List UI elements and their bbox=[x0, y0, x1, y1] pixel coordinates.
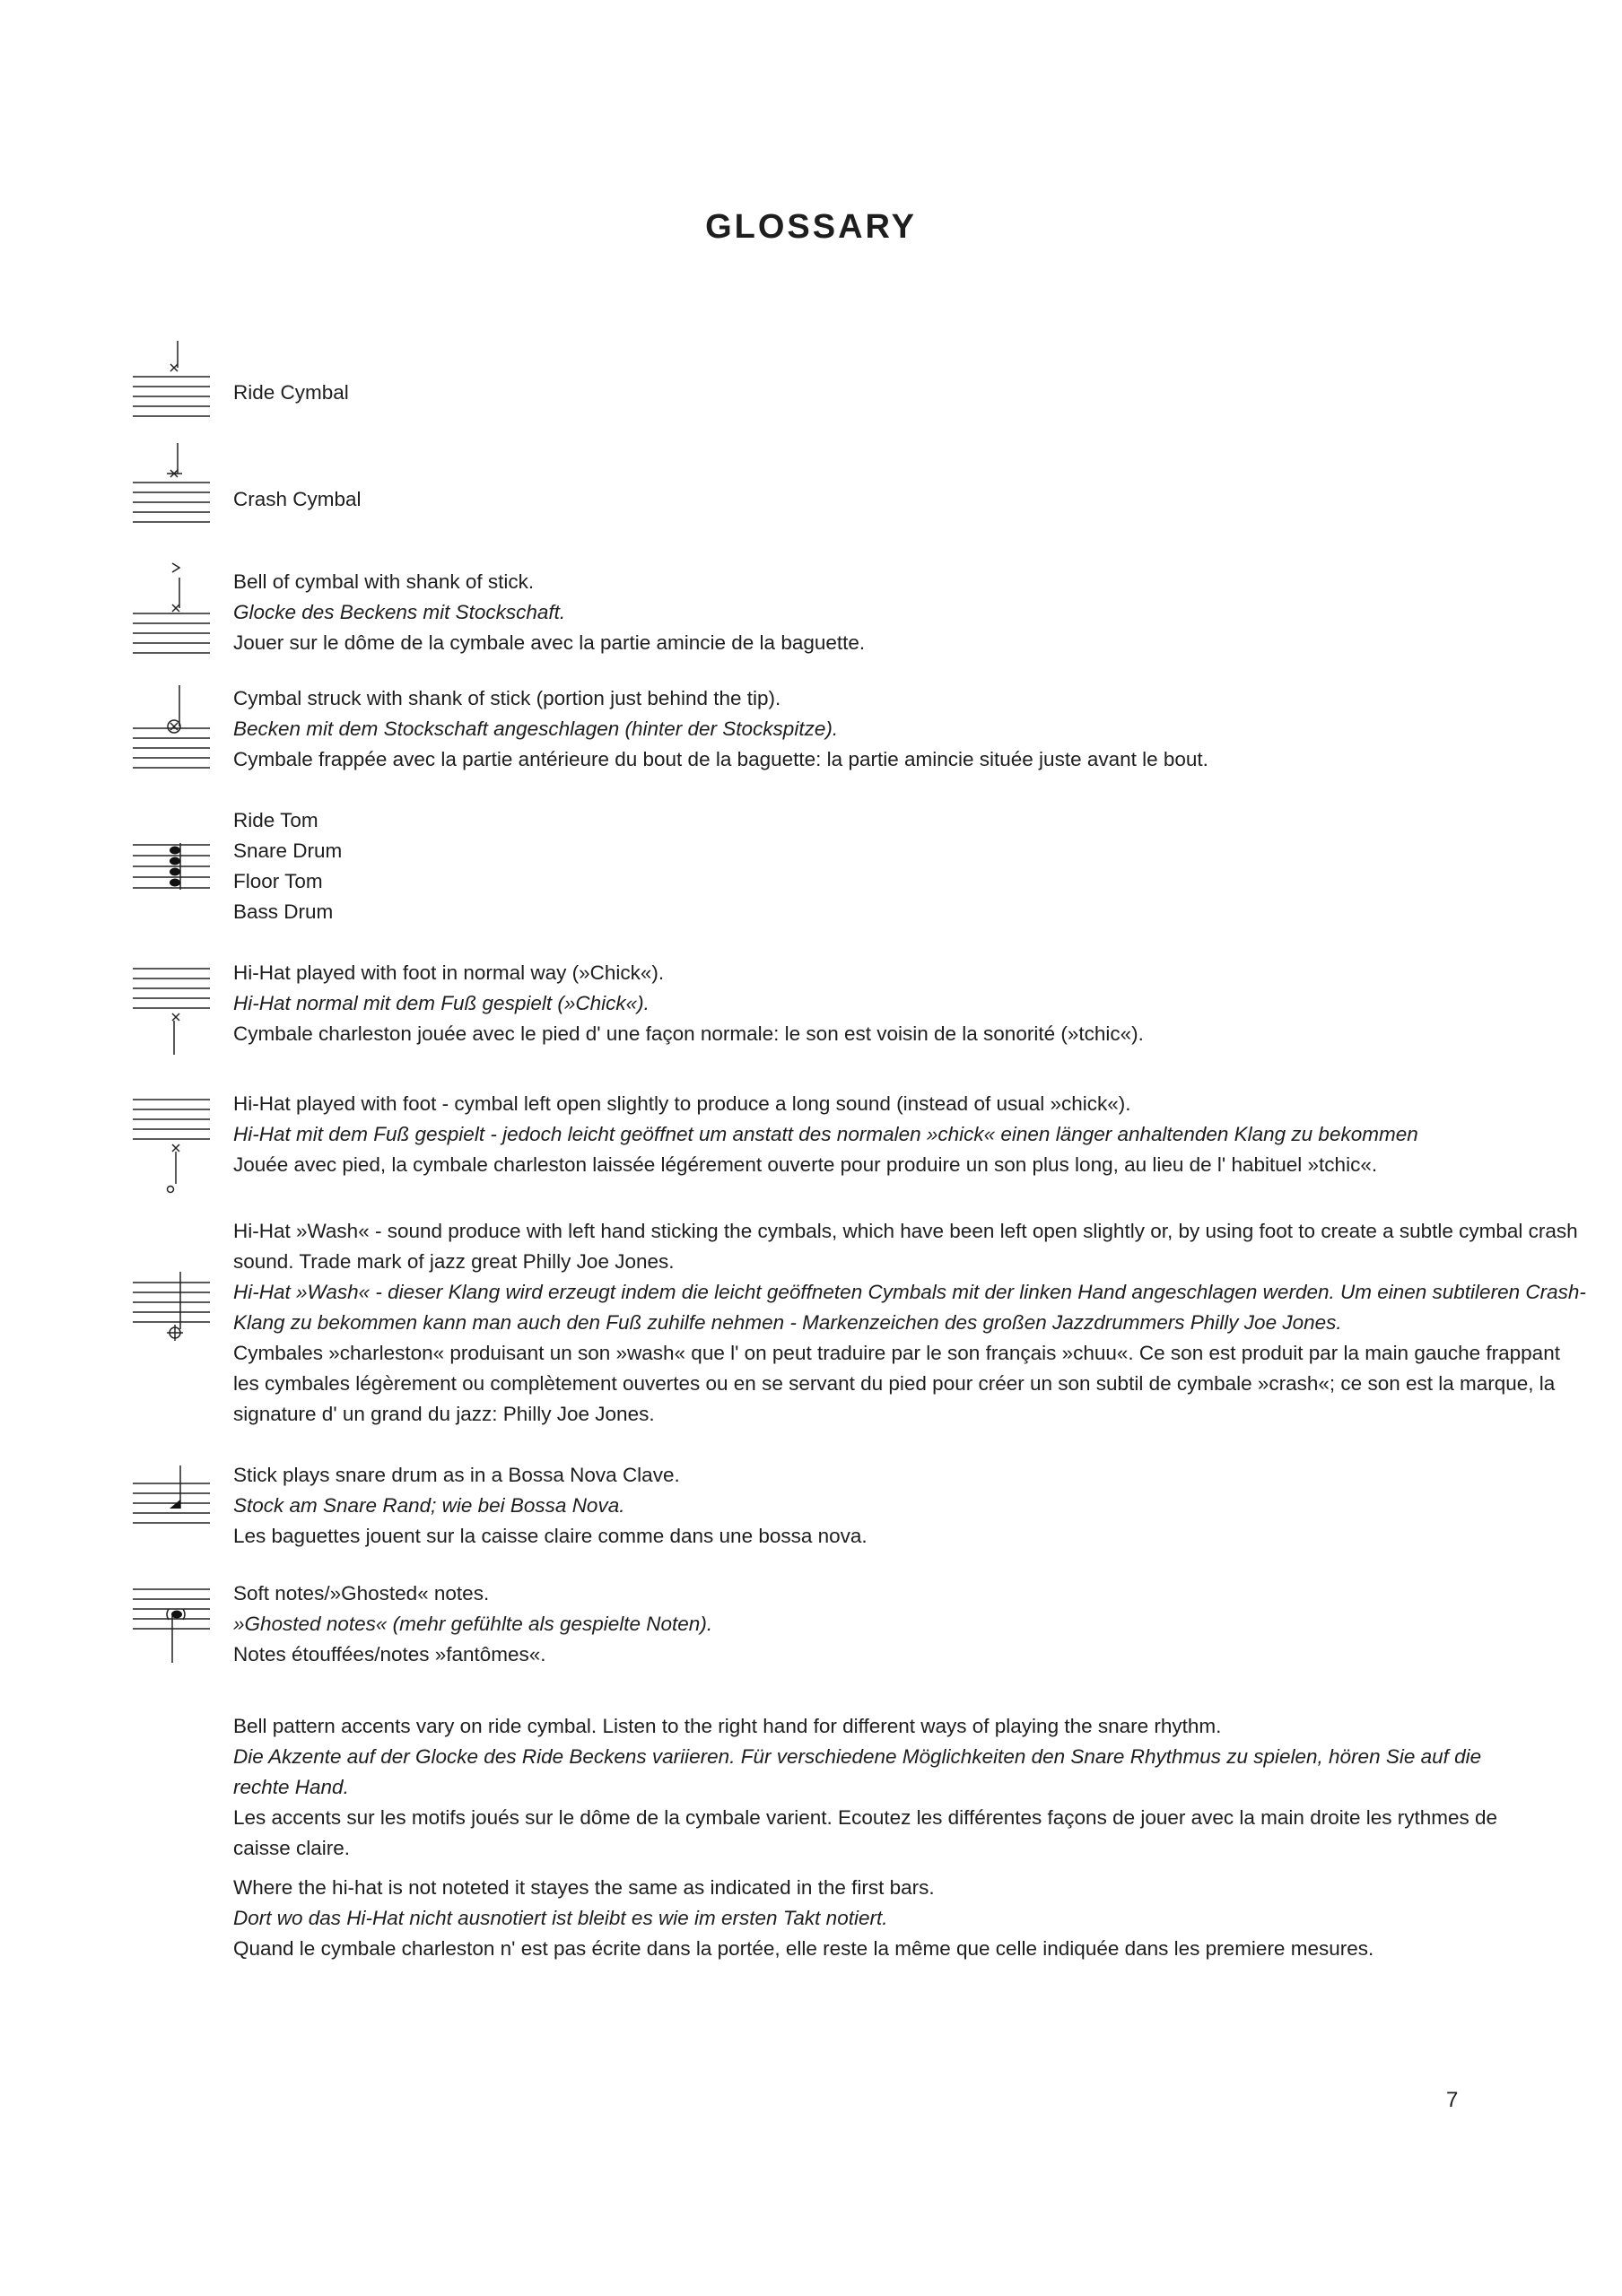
note-line-fr: Quand le cymbale charleston n' est pas écrite dans la portée, elle reste la même que celle indiquée dans les premiere mesures. bbox=[233, 1937, 1374, 1960]
entry-line-de: Klang zu bekommen kann man auch den Fuß zuhilfe nehmen - Markenzeichen des großen Jazzdrummers Philly Joe Jones. bbox=[233, 1311, 1342, 1334]
hihat-foot-icon bbox=[133, 965, 214, 1064]
entry-line-fr: Cymbale frappée avec la partie antérieure du bout de la baguette: la partie amincie située juste avant le bout. bbox=[233, 748, 1208, 770]
rim-click-icon bbox=[133, 1465, 214, 1546]
entry-line-fr: Jouée avec pied, la cymbale charleston laissée légérement ouverte pour produire un son plus long, au lieu de l' habituel »tchic«. bbox=[233, 1153, 1378, 1176]
crash-cymbal-icon bbox=[133, 438, 214, 527]
hihat-wash-icon bbox=[133, 1272, 214, 1361]
page-title: GLOSSARY bbox=[705, 208, 917, 246]
entry-line-de: Hi-Hat normal mit dem Fuß gespielt (»Chick«). bbox=[233, 992, 650, 1014]
entry-line-en: sound. Trade mark of jazz great Philly Joe Jones. bbox=[233, 1250, 675, 1273]
note-line-de: Die Akzente auf der Glocke des Ride Beckens variieren. Für verschiedene Möglichkeiten den Snare Rhythmus zu spielen, hören Sie auf die rechte Hand. bbox=[233, 1745, 1482, 1798]
entry-line-en: Stick plays snare drum as in a Bossa Nova Clave. bbox=[233, 1464, 680, 1486]
entry-line-fr: Les baguettes jouent sur la caisse claire comme dans une bossa nova. bbox=[233, 1525, 868, 1547]
entry-line: Ride Tom bbox=[233, 809, 318, 831]
entry-line-de: »Ghosted notes« (mehr gefühlte als gespielte Noten). bbox=[233, 1613, 713, 1635]
cymbal-shank-icon bbox=[133, 683, 214, 782]
note-line-de: Dort wo das Hi-Hat nicht ausnotiert ist bleibt es wie im ersten Takt notiert. bbox=[233, 1907, 888, 1929]
entry-line-de: Hi-Hat »Wash« - dieser Klang wird erzeugt indem die leicht geöffneten Cymbals mit der linken Hand angeschlagen werden. Um einen subtileren Crash- bbox=[233, 1281, 1586, 1303]
hihat-open-icon bbox=[133, 1096, 214, 1195]
entry-line: Snare Drum bbox=[233, 839, 343, 862]
entry-line-en: Cymbal struck with shank of stick (portion just behind the tip). bbox=[233, 687, 781, 709]
note-line-en: Where the hi-hat is not noteted it stayes the same as indicated in the first bars. bbox=[233, 1876, 935, 1899]
page-number: 7 bbox=[1446, 2088, 1459, 2112]
entry-line-fr: signature d' un grand du jazz: Philly Joe Jones. bbox=[233, 1403, 655, 1425]
note-hihat bbox=[233, 1873, 1516, 1964]
note-line-fr: Les accents sur les motifs joués sur le dôme de la cymbale varient. Ecoutez les différentes façons de jouer avec la main droite les rythmes de caisse claire. bbox=[233, 1806, 1498, 1859]
note-bell-pattern bbox=[233, 1711, 1516, 1864]
entry-line: Crash Cymbal bbox=[233, 488, 362, 510]
entry-line: Bass Drum bbox=[233, 900, 334, 923]
entry-line-fr: Notes étouffées/notes »fantômes«. bbox=[233, 1643, 546, 1665]
entry-line-en: Hi-Hat played with foot - cymbal left open slightly to produce a long sound (instead of usual »chick«). bbox=[233, 1092, 1131, 1115]
entry-line-fr: les cymbales légèrement ou complètement ouvertes ou en se servant du pied pour créer un son subtil de cymbale »crash«; ce son est la marque, la bbox=[233, 1372, 1556, 1395]
note-line-en: Bell pattern accents vary on ride cymbal. Listen to the right hand for different ways of playing the snare rhythm. bbox=[233, 1715, 1222, 1737]
entry-line-fr: Cymbale charleston jouée avec le pied d' une façon normale: le son est voisin de la sonorité (»tchic«). bbox=[233, 1022, 1144, 1045]
entry-line-de: Becken mit dem Stockschaft angeschlagen (hinter der Stockspitze). bbox=[233, 718, 839, 740]
entry-line-de: Hi-Hat mit dem Fuß gespielt - jedoch leicht geöffnet um anstatt des normalen »chick« einen länger anhaltenden Klang zu bekommen bbox=[233, 1123, 1418, 1145]
entry-line-de: Stock am Snare Rand; wie bei Bossa Nova. bbox=[233, 1494, 625, 1517]
ghost-note-icon bbox=[133, 1582, 214, 1672]
entry-line: Ride Cymbal bbox=[233, 381, 349, 404]
entry-line-en: Soft notes/»Ghosted« notes. bbox=[233, 1582, 490, 1605]
entry-line-en: Hi-Hat played with foot in normal way (»Chick«). bbox=[233, 961, 665, 984]
entry-line-en: Hi-Hat »Wash« - sound produce with left hand sticking the cymbals, which have been left open slightly or, by using foot to create a subtle cymbal crash bbox=[233, 1220, 1578, 1242]
entry-line-fr: Jouer sur le dôme de la cymbale avec la partie amincie de la baguette. bbox=[233, 631, 866, 654]
entry-line-fr: Cymbales »charleston« produisant un son »wash« que l' on peut traduire par le son français »chuu«. Ce son est produit par la main gauche frappant bbox=[233, 1342, 1560, 1364]
entry-line-de: Glocke des Beckens mit Stockschaft. bbox=[233, 601, 566, 623]
entry-line: Floor Tom bbox=[233, 870, 323, 892]
ride-cymbal-icon bbox=[133, 334, 214, 423]
entry-line-en: Bell of cymbal with shank of stick. bbox=[233, 570, 535, 593]
bell-cymbal-icon bbox=[133, 558, 214, 657]
drums-icon bbox=[133, 838, 214, 900]
